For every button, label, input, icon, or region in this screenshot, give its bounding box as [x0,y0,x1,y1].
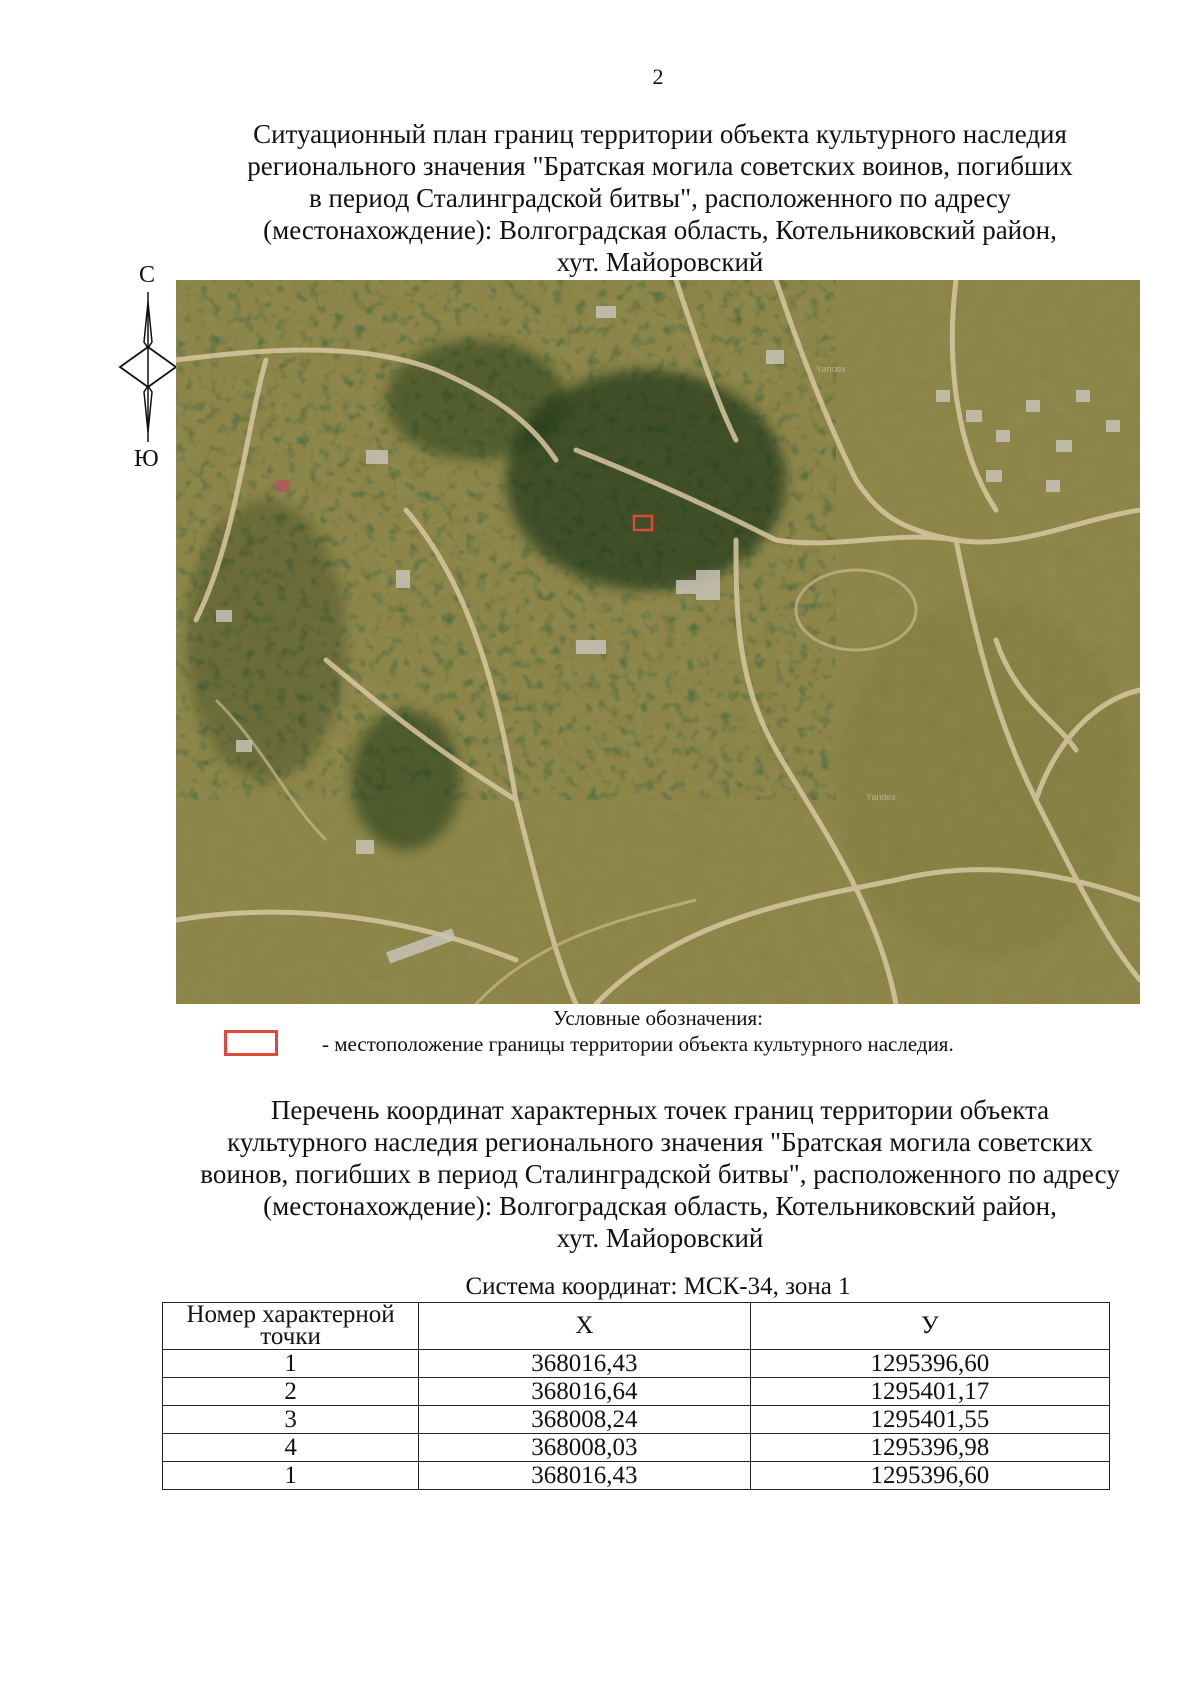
cell-point: 3 [163,1406,419,1434]
plan-title [180,118,1140,278]
list-title-line: Перечень координат характерных точек границ территории объекта [270,1095,1050,1125]
svg-text:Yandex: Yandex [866,792,896,802]
page-number: 2 [652,64,664,89]
cell-y: 1295401,55 [750,1406,1109,1434]
cell-x: 368016,64 [419,1378,750,1406]
plan-title-line: Ситуационный план границ территории объекта культурного наследия [253,119,1067,149]
plan-title-line: регионального значения "Братская могила советских воинов, погибших [247,151,1073,181]
cell-x: 368016,43 [419,1350,750,1378]
plan-title-line: в период Сталинградской битвы", расположенного по адресу [309,183,1011,213]
header-point-number: Номер характерной точки [163,1303,419,1350]
legend-title: Условные обозначения: [552,1006,764,1030]
north-label: С [139,262,156,288]
table-row [163,1462,1110,1490]
list-title-line: культурного наследия регионального значения "Братская могила советских [227,1127,1093,1157]
list-title-line: (местонахождение): Волгоградская область, Котельниковский район, [263,1191,1057,1221]
list-title-line: воинов, погибших в период Сталинградской битвы", расположенного по адресу [200,1159,1120,1189]
plan-title-line: (местонахождение): Волгоградская область, Котельниковский район, [263,215,1057,245]
header-x: X [419,1303,750,1350]
list-title-line: хут. Майоровский [556,1223,764,1253]
coordinate-system-label: Система координат: МСК-34, зона 1 [465,1273,851,1300]
cell-y: 1295401,17 [750,1378,1109,1406]
table-row [163,1406,1110,1434]
cell-y: 1295396,60 [750,1350,1109,1378]
table-row [163,1350,1110,1378]
cell-point: 1 [163,1350,419,1378]
legend-boundary-swatch [224,1030,278,1056]
table-row [163,1434,1110,1462]
satellite-map [176,280,1140,1004]
south-label: Ю [134,446,159,472]
satellite-image [176,280,1140,1004]
cell-x: 368016,43 [419,1462,750,1490]
coordinates-table [162,1302,1110,1490]
north-arrow [118,262,178,482]
cell-x: 368008,03 [419,1434,750,1462]
cell-point: 4 [163,1434,419,1462]
plan-title-line: хут. Майоровский [556,247,764,277]
cell-point: 1 [163,1462,419,1490]
coordinates-list-title [160,1094,1160,1254]
legend-item-text: - местоположение границы территории объекта культурного наследия. [322,1032,954,1056]
svg-text:Yandex: Yandex [816,364,846,374]
table-row [163,1378,1110,1406]
cell-x: 368008,24 [419,1406,750,1434]
cell-y: 1295396,60 [750,1462,1109,1490]
cell-point: 2 [163,1378,419,1406]
header-y: У [750,1303,1109,1350]
compass-rose-icon [118,292,178,442]
cell-y: 1295396,98 [750,1434,1109,1462]
table-header-row [163,1303,1110,1350]
